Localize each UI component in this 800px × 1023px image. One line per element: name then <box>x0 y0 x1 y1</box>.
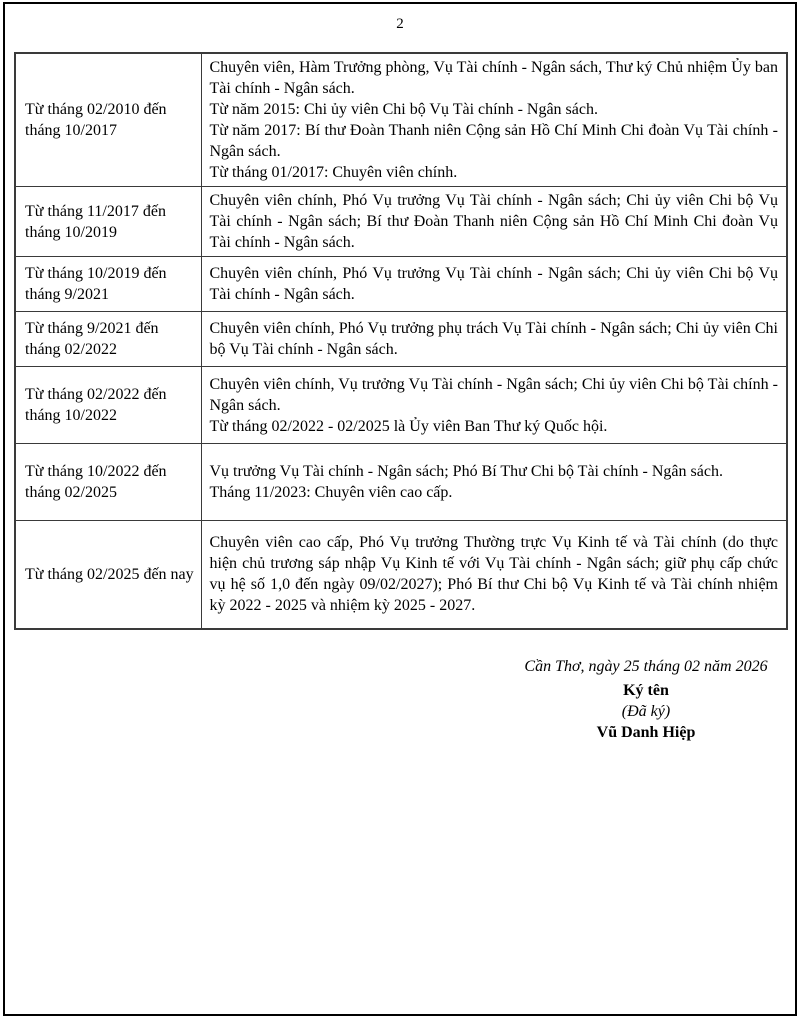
period-text: Từ tháng 9/2021 đến tháng 02/2022 <box>25 320 159 358</box>
detail-line: Chuyên viên chính, Phó Vụ trưởng phụ trách Vụ Tài chính - Ngân sách; Chi ủy viên Chi bộ Vụ Tài chính - Ngân sách. <box>209 320 778 358</box>
period-cell <box>15 187 201 257</box>
table-row <box>15 187 787 257</box>
period-text: Từ tháng 02/2025 đến nay <box>25 565 194 583</box>
period-text: Từ tháng 10/2022 đến tháng 02/2025 <box>25 463 167 501</box>
page-number: 2 <box>396 16 404 32</box>
detail-cell <box>201 521 787 629</box>
detail-line: Từ năm 2017: Bí thư Đoàn Thanh niên Cộng sản Hồ Chí Minh Chi đoàn Vụ Tài chính - Ngân sách. <box>209 122 778 160</box>
period-cell <box>15 257 201 312</box>
detail-line: Chuyên viên chính, Phó Vụ trưởng Vụ Tài chính - Ngân sách; Chi ủy viên Chi bộ Vụ Tài chính - Ngân sách. <box>209 265 778 303</box>
signature-sign-label: Ký tên <box>623 681 669 699</box>
detail-cell <box>201 187 787 257</box>
detail-cell <box>201 367 787 444</box>
period-text: Từ tháng 11/2017 đến tháng 10/2019 <box>25 202 166 241</box>
detail-line: Tháng 11/2023: Chuyên viên cao cấp. <box>209 484 453 501</box>
table-row <box>15 257 787 312</box>
signature-signer-name: Vũ Danh Hiệp <box>596 723 696 741</box>
detail-line: Chuyên viên, Hàm Trưởng phòng, Vụ Tài chính - Ngân sách, Thư ký Chủ nhiệm Ủy ban Tài chính - Ngân sách. <box>209 59 778 97</box>
page-frame <box>3 2 797 1016</box>
detail-cell <box>201 257 787 312</box>
period-cell <box>15 444 201 521</box>
period-cell <box>15 53 201 187</box>
table-row <box>15 53 787 187</box>
table-row <box>15 444 787 521</box>
signature-block <box>507 656 785 743</box>
detail-cell <box>201 444 787 521</box>
period-cell <box>15 521 201 629</box>
detail-line: Chuyên viên cao cấp, Phó Vụ trưởng Thường trực Vụ Kinh tế và Tài chính (do thực hiện chủ trương sáp nhập Vụ Kinh tế với Vụ Tài chính - Ngân sách; giữ phụ cấp chức vụ hệ số 1,0 đến ngày 09/02/2027); Phó Bí thư Chi bộ Vụ Kinh tế và Tài chính nhiệm kỳ 2022 - 2025 và nhiệm kỳ 2025 - 2027. <box>209 534 778 615</box>
period-cell <box>15 367 201 444</box>
table-row <box>15 367 787 444</box>
signature-place-date: Cần Thơ, ngày 25 tháng 02 năm 2026 <box>524 657 768 675</box>
table-row <box>15 312 787 367</box>
detail-line: Vụ trưởng Vụ Tài chính - Ngân sách; Phó Bí Thư Chi bộ Tài chính - Ngân sách. <box>209 463 723 480</box>
detail-line: Từ năm 2015: Chi ủy viên Chi bộ Vụ Tài chính - Ngân sách. <box>209 101 598 118</box>
detail-line: Từ tháng 02/2022 - 02/2025 là Ủy viên Ban Thư ký Quốc hội. <box>209 417 608 435</box>
detail-line: Chuyên viên chính, Vụ trưởng Vụ Tài chính - Ngân sách; Chi ủy viên Chi bộ Tài chính - Ngân sách. <box>209 375 778 414</box>
detail-cell <box>201 312 787 367</box>
detail-cell <box>201 53 787 187</box>
table-row <box>15 521 787 629</box>
period-text: Từ tháng 10/2019 đến tháng 9/2021 <box>25 265 167 303</box>
period-text: Từ tháng 02/2010 đến tháng 10/2017 <box>25 101 167 139</box>
detail-line: Từ tháng 01/2017: Chuyên viên chính. <box>209 164 458 181</box>
signature-signed-note: (Đã ký) <box>621 702 671 720</box>
period-cell <box>15 312 201 367</box>
period-text: Từ tháng 02/2022 đến tháng 10/2022 <box>25 386 167 424</box>
detail-line: Chuyên viên chính, Phó Vụ trưởng Vụ Tài chính - Ngân sách; Chi ủy viên Chi bộ Vụ Tài chính - Ngân sách; Bí thư Đoàn Thanh niên Cộng sản Hồ Chí Minh Chi đoàn Vụ Tài chính - Ngân sách. <box>209 192 778 251</box>
work-history-table <box>14 52 788 630</box>
